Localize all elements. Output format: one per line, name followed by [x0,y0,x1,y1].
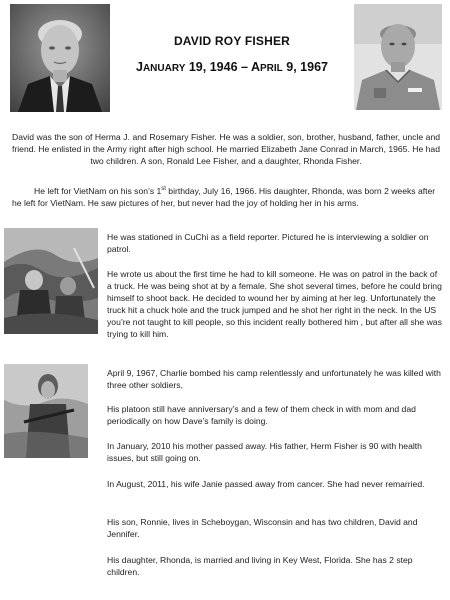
platoon-paragraph: His platoon still have anniversary’s and a few of them check in with mom and dad periodically on how Dave’s family is doing. [107,404,416,426]
portrait-photo-young [10,4,110,112]
lifespan-dates [110,60,354,74]
death-month-initial: A [250,60,260,74]
first-kill-paragraph: He wrote us about the first time he had to kill someone. He was on patrol in the back of a truck. He was being shot at by a female. She shot several times, before he could bring himself to shoot back. He decided to wound her by aiming at her leg. Unfortunately the truck hit a chuck hole and the truck jumped and he shot her right in the neck. In the US you’re not taught to kill people, so this incident really bothered him , but after all she was trying to kill him. [107,269,442,339]
death-date-rest: 9, 1967 [286,60,328,74]
page-title: DAVID ROY FISHER [173,34,291,48]
death-month-rest: PRIL [260,63,283,74]
ordinal-suffix: st [161,186,166,193]
son-paragraph: His son, Ronnie, lives in Scheboygan, Wisconsin and has two children, David and Jennifer. [107,517,418,539]
vietnam-departure-paragraph [12,185,442,209]
field-reporter-photo [4,228,98,334]
birth-date-rest: 19, 1946 – [188,60,248,74]
wife-paragraph: In August, 2011, his wife Janie passed away from cancer. She had never remarried. [107,479,425,489]
death-paragraph: April 9, 1967, Charlie bombed his camp relentlessly and unfortunately he was killed with three other soldiers, [107,368,441,390]
daughter-paragraph: His daughter, Rhonda, is married and living in Key West, Florida. She has 2 step children. [107,555,413,577]
parents-paragraph: In January, 2010 his mother passed away. His father, Herm Fisher is 90 with health issues, but still going on. [107,441,422,463]
portrait-photo-soldier [354,4,442,110]
field-reporter-paragraph: He was stationed in CuChi as a field reporter. Pictured he is interviewing a soldier on patrol. [107,232,429,254]
vietnam-departure-text-b: birthday, July 16, 1966. His daughter, Rhonda, was born 2 weeks after he left for VietNam. He saw pictures of her, but never had the joy of holding her in his arms. [12,186,436,208]
biography-intro-paragraph: David was the son of Herma J. and Rosemary Fisher. He was a soldier, son, brother, husband, father, uncle and friend. He enlisted in the Army right after high school. He married Elizabeth Jane Conrad in March, 1965. He had two children. A son, Ronald Lee Fisher, and a daughter, Rhonda Fisher. [12,132,440,166]
birth-month-rest: ANUARY [142,63,186,74]
vietnam-departure-text-a: He left for VietNam on his son’s 1 [34,186,162,196]
soldier-in-field-photo [4,364,88,458]
birth-month-initial: J [136,60,143,74]
